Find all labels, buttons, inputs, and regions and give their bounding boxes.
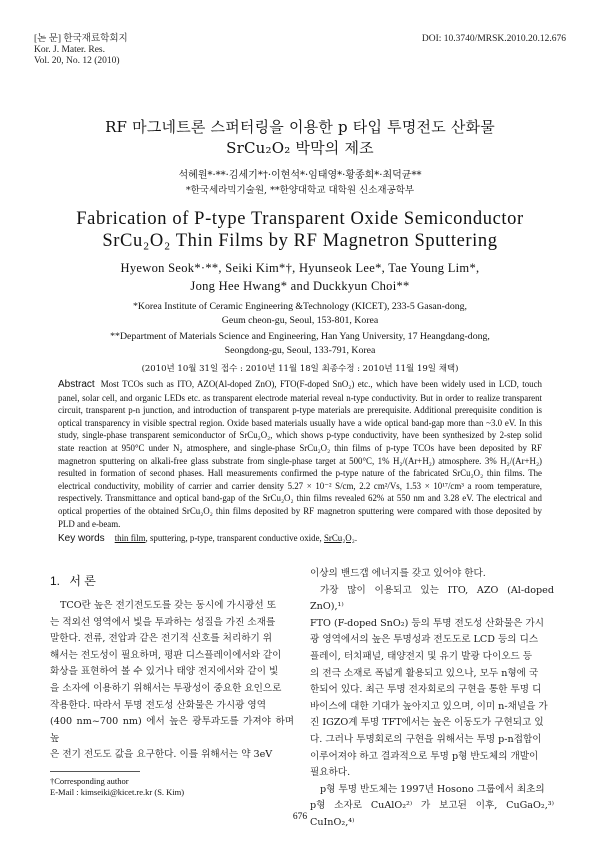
right-line-14: p형 소자로 CuAlO₂²⁾ 가 보고된 이후, CuGaO₂,³⁾ CuInO₂,⁴⁾ xyxy=(310,800,554,828)
volume-info: Vol. 20, No. 12 (2010) xyxy=(34,56,120,66)
affiliation-en-a1: *Korea Institute of Ceramic Engineering &Technology (KICET), 233-5 Gasan-dong, xyxy=(133,301,467,312)
keyword-srcu2o2: SrCu₂O₂ xyxy=(323,533,355,543)
affiliations-ko: *한국세라믹기술원, **한양대학교 대학원 신소재공학부 xyxy=(185,185,415,196)
keywords xyxy=(58,532,542,545)
left-column xyxy=(50,598,294,764)
left-line-2: 는 적외선 영역에서 빛을 투과하는 성질을 가진 소재를 xyxy=(50,616,276,628)
affiliation-en-b1: **Department of Materials Science and Engineering, Han Yang University, 17 Heangdang-dong, xyxy=(110,331,490,342)
left-line-3: 말한다. 전류, 전압과 같은 전기적 신호를 처리하기 위 xyxy=(50,633,273,645)
received-dates: (2010년 10월 31일 접수 : 2010년 11월 18일 최종수정 : 2010년 11월 19일 채택) xyxy=(141,364,459,374)
left-line-1: TCO란 높은 전기전도도를 갖는 동시에 가시광선 또 xyxy=(60,600,276,611)
affiliation-en-b2: Seongdong-gu, Seoul, 133-791, Korea xyxy=(224,345,376,356)
right-line-11: 이루어져야 하고 결과적으로 투명 p형 반도체의 개발이 xyxy=(310,750,539,762)
left-line-5: 화상을 표현하여 볼 수 있거나 태양 전지에서와 같이 빛 xyxy=(50,666,279,678)
footnote xyxy=(50,776,184,798)
section-number: 1. xyxy=(50,574,61,588)
journal-name-en: Kor. J. Mater. Res. xyxy=(34,45,105,55)
right-line-6: 의 전극 소재로 폭넓게 활용되고 있으나, 모두 n형에 국 xyxy=(310,667,539,679)
right-line-4: 광 영역에서의 높은 투명성과 전도도로 LCD 등의 디스 xyxy=(310,634,539,646)
keywords-end: . xyxy=(354,533,358,543)
abstract xyxy=(58,378,542,530)
section-title: 서 론 xyxy=(69,574,96,588)
authors-en-line2: Jong Hee Hwang* and Duckkyun Choi** xyxy=(190,279,410,293)
journal-name-ko: [논 문] 한국재료학회지 xyxy=(34,34,128,44)
right-line-1: 이상의 밴드갭 에너지를 갖고 있어야 한다. xyxy=(310,568,486,579)
title-en-line1: Fabrication of P-type Transparent Oxide Semiconductor xyxy=(76,209,524,229)
authors-ko: 석혜원*·**·김세기*†·이현석*·임태영*·황종희*·최덕균** xyxy=(178,170,422,181)
keywords-label: Key words xyxy=(58,533,105,544)
title-en-line2: SrCu₂O₂ Thin Films by RF Magnetron Sputtering xyxy=(102,231,498,251)
right-line-5: 플레이, 터치패널, 태양전지 및 유기 발광 다이오드 등 xyxy=(310,650,533,662)
abstract-label: Abstract xyxy=(58,379,95,390)
left-line-4: 해서는 전도성이 필요하며, 평판 디스플레이에서와 같이 xyxy=(50,649,282,661)
right-line-3: FTO (F-doped SnO₂) 등의 투명 전도성 산화물은 가시 xyxy=(310,617,545,629)
corresponding-author-note: †Corresponding author xyxy=(50,776,129,786)
title-ko-line1: RF 마그네트론 스퍼터링을 이용한 p 타입 투명전도 산화물 xyxy=(105,118,495,136)
right-line-10: 다. 그러나 투명회로의 구현을 위해서는 투명 p-n접합이 xyxy=(310,733,542,745)
affiliation-en-a2: Geum cheon-gu, Seoul, 153-801, Korea xyxy=(221,315,379,326)
left-line-6: 을 소자에 이용하기 위해서는 투광성이 중요한 요인으로 xyxy=(50,682,282,694)
right-line-12: 필요하다. xyxy=(310,767,351,779)
page-number: 676 xyxy=(292,812,308,822)
keywords-middle: , sputtering, p-type, transparent conductive oxide, xyxy=(145,533,324,543)
left-line-7: 작용한다. 따라서 투명 전도성 산화물은 가시광 영역 xyxy=(50,699,266,711)
corresponding-email: E-Mail : kimseiki@kicet.re.kr (S. Kim) xyxy=(50,787,185,797)
authors-en-line1: Hyewon Seok*·**, Seiki Kim*†, Hyunseok Lee*, Tae Young Lim*, xyxy=(120,261,480,275)
right-line-13: p형 투명 반도체는 1997년 Hosono 그룹에서 최초의 xyxy=(320,783,545,795)
section-heading xyxy=(50,572,96,589)
abstract-text: Most TCOs such as ITO, AZO(Al-doped ZnO), FTO(F-doped SnO₂) etc., which have been widely used in LCD, touch panel, solar cell, and organic LEDs etc. as transparent electrode material reveal n-type conductivity. But in order to realize transparent circuit, transparent p-n junction, and introduction of transparent p-type materials are prerequisite. Additional prerequisite condition is optical transparency in visible spectral region. Oxide based materials usually have a wide optical band-gap more than ~3.0 eV. In this study, single-phase transparent semiconductor of SrCu₂O₂, which shows p-type conductivity, have been synthesized by 2-step solid state reaction at 950°C under N₂ atmosphere, and single-phase SrCu₂O₂ thin films of p-type TCOs have been deposited by RF magnetron sputtering on alkali-free glass substrate from single-phase target at 500°C, 1% H₂/(Ar+H₂) atmosphere. 3% H₂/(Ar+H₂) resulted in formation of second phases. Hall measurements confirmed the p-type nature of the fabricated SrCu₂O₂ thin films. The electrical conductivity, mobility of carrier and carrier density 5.27 × 10⁻² S/cm, 2.2 cm²/Vs, 1.53 × 10¹⁷/cm³ a room temperature, respectively. Transmittance and optical band-gap of the SrCu₂O₂ thin films revealed 62% at 550 nm and 3.28 eV. The electrical and optical properties of the obtained SrCu₂O₂ thin films deposited by RF magnetron sputtering were compared with those deposited by PLD and e-beam. xyxy=(58,379,542,529)
right-line-9: 진 IGZO계 투명 TFT에서는 높은 이동도가 구현되고 있 xyxy=(310,717,544,729)
title-ko-line2: SrCu₂O₂ 박막의 제조 xyxy=(226,139,374,157)
right-line-2: 가장 많이 이용되고 있는 ITO, AZO (Al-doped ZnO),¹⁾ xyxy=(310,584,554,613)
doi: DOI: 10.3740/MRSK.2010.20.12.676 xyxy=(421,34,566,44)
right-line-7: 한되어 있다. 최근 투명 전자회로의 구현을 통한 투명 디 xyxy=(310,684,542,696)
footnote-rule xyxy=(50,771,140,772)
right-column xyxy=(310,566,554,832)
left-line-9: 은 전기 전도도 값을 요구한다. 이를 위해서는 약 3eV xyxy=(50,749,273,761)
keyword-thin-film: thin film xyxy=(114,533,146,543)
journal-header xyxy=(34,34,128,67)
left-line-8: (400 nm~700 nm) 에서 높은 광투과도를 가져야 하며 높 xyxy=(50,716,294,744)
right-line-8: 바이스에 대한 기대가 높아지고 있으며, 이미 n-채널을 가 xyxy=(310,700,548,712)
